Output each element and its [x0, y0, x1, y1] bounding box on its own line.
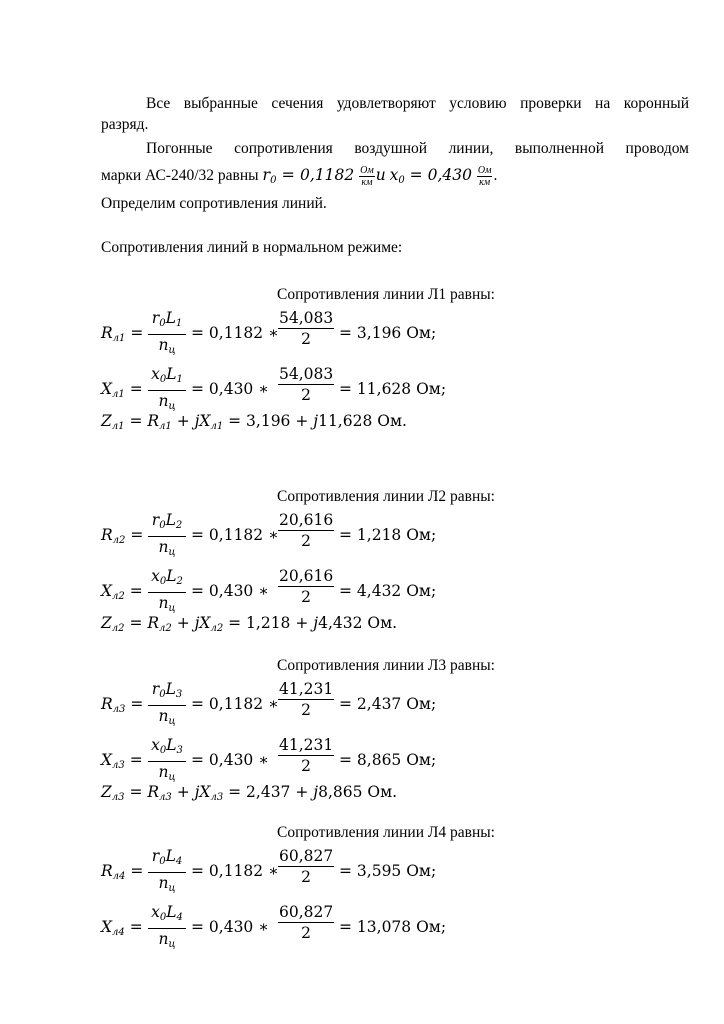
- formula-X-line-1: [101, 365, 661, 415]
- fraction-param: $r_0L_2$ $n_ц$: [148, 511, 186, 562]
- section-title: Сопротивления линий в нормальном режиме:: [101, 239, 403, 256]
- fraction-param: $r_0L_3$ $n_ц$: [148, 680, 186, 731]
- fraction-length: [278, 309, 334, 348]
- result-X: = 8,865 Ом;: [339, 751, 437, 769]
- coefficient: = 0,1182 ∗: [191, 526, 279, 544]
- unit-fraction-x0: Ом км: [477, 165, 492, 188]
- symbol-R: $R_{л2}$ =: [101, 526, 144, 546]
- fraction-length: [278, 903, 334, 942]
- result-R: = 3,595 Ом;: [339, 862, 437, 880]
- coefficient: = 0,430 ∗: [191, 380, 269, 398]
- symbol-R: $R_{л3}$ =: [101, 695, 144, 715]
- intro-line-1: Все выбранные сечения удовлетворяют условию проверки на коронный: [146, 95, 689, 112]
- formula-R-line-4: [101, 847, 661, 897]
- formula-X-line-4: [101, 903, 661, 953]
- coefficient: = 0,1182 ∗: [191, 695, 279, 713]
- impedance-expression: $Z_{л1} = R_{л1} + jX_{л1} = 3,196 + j11,628$ Ом.: [101, 412, 407, 432]
- intro-line-4: марки АС-240/32 равны $r_0 = 0,1182$ Ом км и $x_0 = 0,430$ Ом км .: [101, 165, 498, 188]
- formula-R-line-2: [101, 511, 661, 561]
- symbol-X: $X_{л3}$ =: [101, 751, 143, 771]
- result-R: = 1,218 Ом;: [339, 526, 437, 544]
- circuit-count: 2: [301, 924, 311, 942]
- intro-line-4-text: марки АС-240/32 равны: [101, 167, 259, 185]
- length-value: 60,827: [279, 847, 334, 865]
- fraction-param: $x_0L_2$ $n_ц$: [148, 567, 186, 618]
- circuit-count: 2: [301, 386, 311, 404]
- conjunction: и: [375, 166, 386, 185]
- fraction-param: $r_0L_1$ $n_ц$: [148, 309, 186, 360]
- formula-X-line-2: [101, 567, 661, 617]
- result-X: = 11,628 Ом;: [339, 380, 447, 398]
- fraction-length: [278, 567, 334, 606]
- impedance-expression: $Z_{л2} = R_{л2} + jX_{л2} = 1,218 + j4,432$ Ом.: [101, 614, 398, 634]
- coefficient: = 0,430 ∗: [191, 582, 269, 600]
- symbol-X: $X_{л2}$ =: [101, 582, 143, 602]
- formula-R-line-1: [101, 309, 661, 359]
- result-X: = 4,432 Ом;: [339, 582, 437, 600]
- result-R: = 3,196 Ом;: [339, 324, 437, 342]
- line-heading-4: Сопротивления линии Л4 равны:: [277, 824, 495, 841]
- symbol-X: $X_{л4}$ =: [101, 918, 143, 938]
- fraction-length: [278, 680, 334, 719]
- circuit-count: 2: [301, 701, 311, 719]
- circuit-count: 2: [301, 330, 311, 348]
- x0-value: 0,430: [427, 166, 472, 185]
- symbol-R: $R_{л4}$ =: [101, 862, 144, 882]
- result-X: = 13,078 Ом;: [339, 918, 447, 936]
- symbol-X: $X_{л1}$ =: [101, 380, 143, 400]
- r0-value: 0,1182: [300, 166, 355, 185]
- formula-R-line-3: [101, 680, 661, 730]
- fraction-length: [278, 365, 334, 404]
- formula-X-line-3: [101, 736, 661, 786]
- length-value: 20,616: [279, 511, 334, 529]
- line-heading-3: Сопротивления линии Л3 равны:: [277, 657, 495, 674]
- line-heading-2: Сопротивления линии Л2 равны:: [277, 488, 495, 505]
- length-value: 41,231: [279, 680, 334, 698]
- line-heading-1: Сопротивления линии Л1 равны:: [277, 286, 495, 303]
- fraction-length: [278, 736, 334, 775]
- circuit-count: 2: [301, 868, 311, 886]
- intro-line-2: разряд.: [101, 116, 149, 133]
- fraction-param: $x_0L_4$ $n_ц$: [148, 903, 186, 954]
- circuit-count: 2: [301, 532, 311, 550]
- circuit-count: 2: [301, 757, 311, 775]
- length-value: 54,083: [279, 309, 334, 327]
- fraction-param: $x_0L_3$ $n_ц$: [148, 736, 186, 787]
- coefficient: = 0,1182 ∗: [191, 862, 279, 880]
- fraction-length: [278, 847, 334, 886]
- length-value: 41,231: [279, 736, 334, 754]
- result-R: = 2,437 Ом;: [339, 695, 437, 713]
- fraction-param: $x_0L_1$ $n_ц$: [148, 365, 186, 416]
- fraction-length: [278, 511, 334, 550]
- coefficient: = 0,1182 ∗: [191, 324, 279, 342]
- intro-line-5: Определим сопротивления линий.: [101, 195, 327, 212]
- fraction-param: $r_0L_4$ $n_ц$: [148, 847, 186, 898]
- length-value: 60,827: [279, 903, 334, 921]
- impedance-expression: $Z_{л3} = R_{л3} + jX_{л3} = 2,437 + j8,865$ Ом.: [101, 783, 398, 803]
- circuit-count: 2: [301, 588, 311, 606]
- unit-fraction-r0: Ом км: [360, 165, 374, 188]
- length-value: 54,083: [279, 365, 334, 383]
- symbol-R: $R_{л1}$ =: [101, 324, 144, 344]
- length-value: 20,616: [279, 567, 334, 585]
- intro-line-3: Погонные сопротивления воздушной линии, выполненной проводом: [146, 140, 689, 157]
- coefficient: = 0,430 ∗: [191, 918, 269, 936]
- coefficient: = 0,430 ∗: [191, 751, 269, 769]
